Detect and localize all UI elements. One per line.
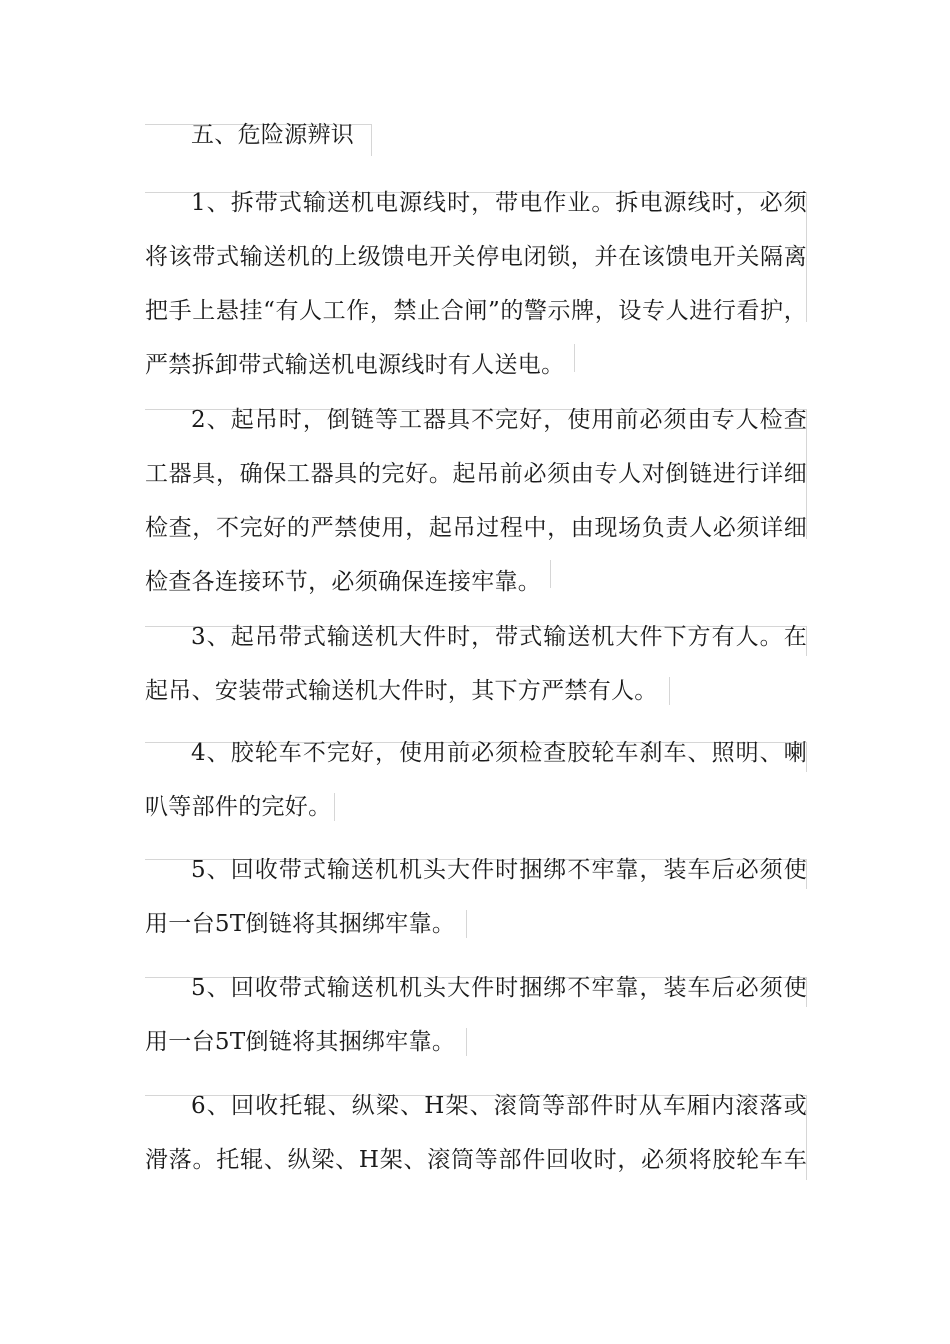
hazard-item-4: 4、胶轮车不完好，使用前必须检查胶轮车刹车、照明、喇叭等部件的完好。 <box>145 740 807 820</box>
hazard-item-3: 3、起吊带式输送机大件时，带式输送机大件下方有人。在起吊、安装带式输送机大件时，其下方严禁有人。 <box>145 624 807 704</box>
hazard-item-2: 2、起吊时，倒链等工器具不完好，使用前必须由专人检查工器具，确保工器具的完好。起吊前必须由专人对倒链进行详细检查，不完好的严禁使用，起吊过程中，由现场负责人必须详细检查各连接环节，必须确保连接牢靠。 <box>145 407 807 595</box>
hazard-item-6: 6、回收托辊、纵梁、H架、滚筒等部件时从车厢内滚落或滑落。托辊、纵梁、H架、滚筒等部件回收时，必须将胶轮车车 <box>145 1093 807 1173</box>
section-heading: 五、危险源辨识 <box>191 122 355 148</box>
hazard-item-1: 1、拆带式输送机电源线时，带电作业。拆电源线时，必须将该带式输送机的上级馈电开关停电闭锁，并在该馈电开关隔离把手上悬挂“有人工作，禁止合闸”的警示牌，设专人进行看护，严禁拆卸带式输送机电源线时有人送电。 <box>145 190 807 378</box>
hazard-item-5: 5、回收带式输送机机头大件时捆绑不牢靠，装车后必须使用一台5T倒链将其捆绑牢靠。 <box>145 857 807 937</box>
hazard-item-5-repeat: 5、回收带式输送机机头大件时捆绑不牢靠，装车后必须使用一台5T倒链将其捆绑牢靠。 <box>145 975 807 1055</box>
